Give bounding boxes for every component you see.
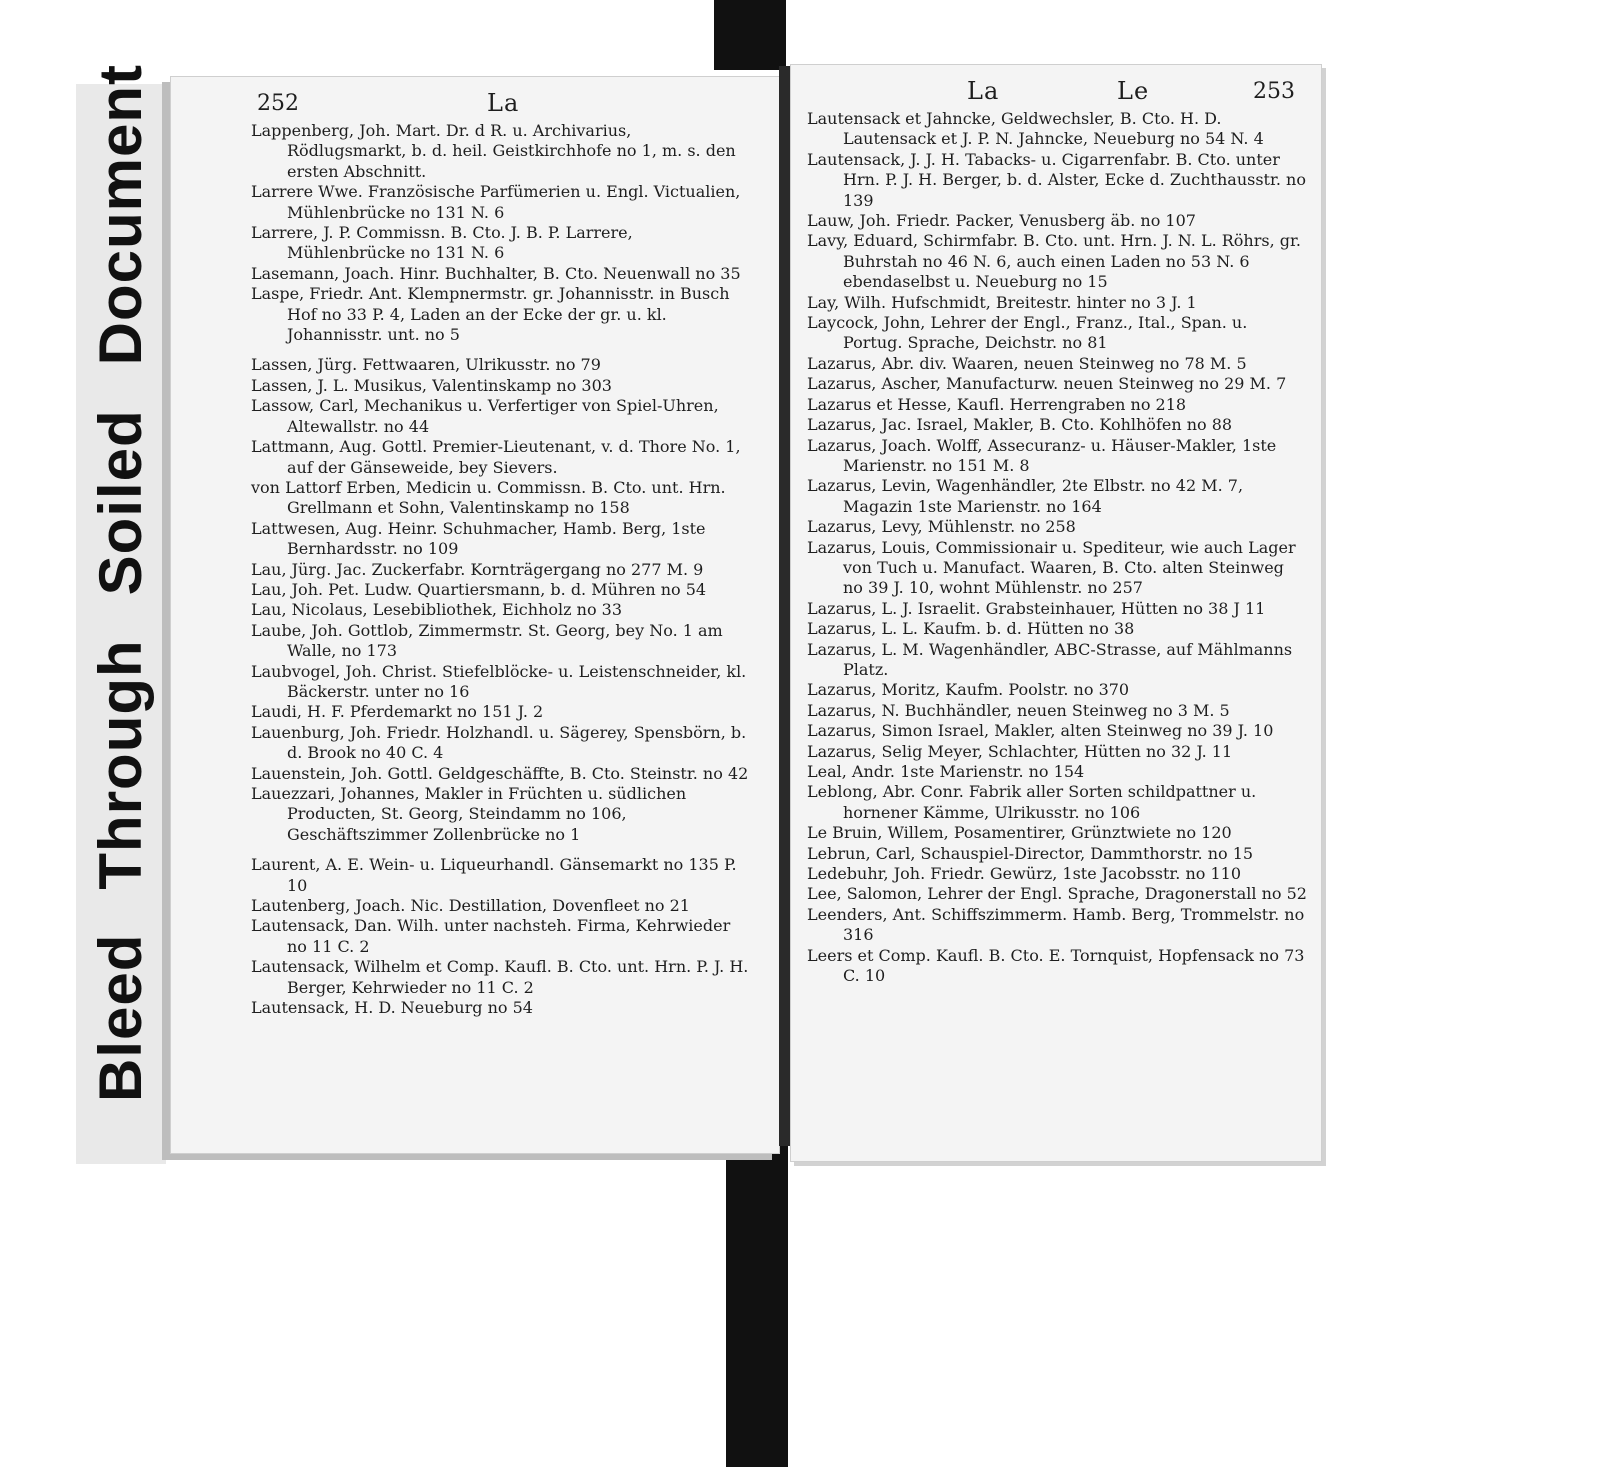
directory-entry: Lazarus, Louis, Commissionair u. Spediteur, wie auch Lager von Tuch u. Manufact. Waaren, B. Cto. alten Steinweg no 39 J. 10, wohnt Mühlenstr. no 257 [807,537,1296,598]
directory-entry: Lauenstein, Joh. Gottl. Geldgeschäffte, B. Cto. Steinstr. no 42 [251,763,749,783]
directory-entry: Lazarus, L. M. Wagenhändler, ABC-Strasse, auf Mählmanns Platz. [807,639,1293,679]
directory-entry: Lautensack, Wilhelm et Comp. Kaufl. B. Cto. unt. Hrn. P. J. H. Berger, Kehrwieder no 11 C. 2 [251,957,749,997]
directory-entry: Lasemann, Joach. Hinr. Buchhalter, B. Cto. Neuenwall no 35 [251,263,741,283]
directory-entry: Lazarus, Levy, Mühlenstr. no 258 [807,517,1076,537]
directory-entry: Larrere, J. P. Commissn. B. Cto. J. B. P. Larrere, Mühlenbrücke no 131 N. 6 [251,223,633,263]
side-label [76,63,166,1164]
running-head: La [487,89,520,117]
directory-entry: Laube, Joh. Gottlob, Zimmermstr. St. Georg, bey No. 1 am Walle, no 173 [251,620,723,661]
directory-entry: Laycock, John, Lehrer der Engl., Franz., Ital., Span. u. Portug. Sprache, Deichstr. no 81 [807,313,1248,353]
directory-entry: Leers et Comp. Kaufl. B. Cto. E. Tornquist, Hopfensack no 73 C. 10 [807,945,1305,986]
right-page [790,64,1322,1162]
directory-entry: Lappenberg, Joh. Mart. Dr. d R. u. Archivarius, Rödlugsmarkt, b. d. heil. Geistkirchhofe no 1, m. s. den ersten Abschnitt. [251,121,736,181]
directory-entry: von Lattorf Erben, Medicin u. Commissn. B. Cto. unt. Hrn. Grellmann et Sohn, Valentinskamp no 158 [251,477,726,518]
directory-entry: Lautensack, H. D. Neueburg no 54 [251,998,533,1018]
directory-entry: Laubvogel, Joh. Christ. Stiefelblöcke- u. Leistenschneider, kl. Bäckerstr. unter no 16 [251,661,747,701]
directory-entry: Leblong, Abr. Conr. Fabrik aller Sorten schildpattner u. hornener Kämme, Ulrikusstr. no 106 [807,782,1257,822]
directory-entry: Lautensack, J. J. H. Tabacks- u. Cigarrenfabr. B. Cto. unter Hrn. P. J. H. Berger, b. d. Alster, Ecke d. Zuchthausstr. no 139 [807,149,1306,210]
directory-entry: Lattwesen, Aug. Heinr. Schuhmacher, Hamb. Berg, 1ste Bernhardsstr. no 109 [251,518,706,559]
side-label-word: Bleed [87,933,154,1102]
side-label-word: Soiled [87,409,154,596]
directory-entry: Lautensack, Dan. Wilh. unter nachsteh. Firma, Kehrwieder no 11 C. 2 [251,916,731,956]
directory-entry: Lazarus, N. Buchhändler, neuen Steinweg no 3 M. 5 [807,700,1230,720]
entry-list [807,109,1307,986]
directory-entry: Lavy, Eduard, Schirmfabr. B. Cto. unt. Hrn. J. N. L. Röhrs, gr. Buhrstah no 46 N. 6, auch einen Laden no 53 N. 6 ebendaselbst u. Neueburg no 15 [807,231,1301,292]
directory-entry: Laspe, Friedr. Ant. Klempnermstr. gr. Johannisstr. in Busch Hof no 33 P. 4, Laden an der Ecke der gr. u. kl. Johannisstr. unt. no 5 [251,284,730,345]
directory-entry: Larrere Wwe. Französische Parfümerien u. Engl. Victualien, Mühlenbrücke no 131 N. 6 [251,182,741,222]
directory-entry: Lee, Salomon, Lehrer der Engl. Sprache, Dragonerstall no 52 [807,884,1307,904]
page-number: 253 [1253,79,1295,104]
running-head: Le [1117,77,1150,105]
directory-entry: Laudi, H. F. Pferdemarkt no 151 J. 2 [251,702,544,722]
directory-entry: Lazarus, Joach. Wolff, Assecuranz- u. Häuser-Makler, 1ste Marienstr. no 151 M. 8 [807,435,1277,475]
directory-entry: Lazarus, L. J. Israelit. Grabsteinhauer, Hütten no 38 J 11 [807,598,1266,618]
directory-entry: Lazarus, Selig Meyer, Schlachter, Hütten no 32 J. 11 [807,741,1233,761]
directory-entry: Lauezzari, Johannes, Makler in Früchten u. südlichen Producten, St. Georg, Steindamm no 106, Geschäftszimmer Zollenbrücke no 1 [251,784,687,844]
directory-entry: Lau, Joh. Pet. Ludw. Quartiersmann, b. d. Mühren no 54 [251,579,707,599]
directory-entry: Lauw, Joh. Friedr. Packer, Venusberg äb. no 107 [807,211,1196,231]
directory-entry: Lazarus et Hesse, Kaufl. Herrengraben no 218 [807,394,1187,414]
directory-entry: Ledebuhr, Joh. Friedr. Gewürz, 1ste Jacobsstr. no 110 [807,864,1242,884]
directory-entry: Lazarus, L. L. Kaufm. b. d. Hütten no 38 [807,619,1135,639]
directory-entry: Lassen, J. L. Musikus, Valentinskamp no 303 [251,375,612,395]
binding-strip-top [714,0,786,70]
directory-entry: Lau, Nicolaus, Lesebibliothek, Eichholz no 33 [251,600,623,620]
directory-entry: Leal, Andr. 1ste Marienstr. no 154 [807,762,1085,781]
left-page [170,76,780,1154]
directory-entry: Lay, Wilh. Hufschmidt, Breitestr. hinter no 3 J. 1 [807,292,1197,312]
directory-entry: Le Bruin, Willem, Posamentirer, Grünztwiete no 120 [807,823,1232,843]
directory-entry: Lazarus, Simon Israel, Makler, alten Steinweg no 39 J. 10 [807,721,1274,741]
directory-entry: Laurent, A. E. Wein- u. Liqueurhandl. Gänsemarkt no 135 P. 10 [251,855,737,895]
directory-entry: Lazarus, Moritz, Kaufm. Poolstr. no 370 [807,680,1130,700]
directory-entry: Lazarus, Jac. Israel, Makler, B. Cto. Kohlhöfen no 88 [807,415,1233,435]
directory-entry: Lattmann, Aug. Gottl. Premier-Lieutenant, v. d. Thore No. 1, auf der Gänseweide, bey Sievers. [251,437,741,477]
directory-entry: Lazarus, Levin, Wagenhändler, 2te Elbstr. no 42 M. 7, Magazin 1ste Marienstr. no 164 [807,476,1244,516]
side-label-word: Document [87,63,154,366]
page-number: 252 [257,91,299,116]
directory-entry: Leenders, Ant. Schiffszimmerm. Hamb. Berg, Trommelstr. no 316 [807,904,1305,945]
directory-entry: Lazarus, Ascher, Manufacturw. neuen Steinweg no 29 M. 7 [807,374,1287,394]
directory-entry: Lautensack et Jahncke, Geldwechsler, B. Cto. H. D. Lautensack et J. P. N. Jahncke, Neueburg no 54 N. 4 [807,109,1264,149]
directory-entry: Lazarus, Abr. div. Waaren, neuen Steinweg no 78 M. 5 [807,353,1247,373]
side-label-text [71,63,171,1124]
directory-entry: Lauenburg, Joh. Friedr. Holzhandl. u. Sägerey, Spensbörn, b. d. Brook no 40 C. 4 [251,722,747,763]
side-label-word: Through [87,639,154,890]
directory-entry: Lebrun, Carl, Schauspiel-Director, Dammthorstr. no 15 [807,843,1254,863]
directory-entry: Lautenberg, Joach. Nic. Destillation, Dovenfleet no 21 [251,896,690,916]
entry-list [251,121,755,1018]
directory-entry: Lassen, Jürg. Fettwaaren, Ulrikusstr. no 79 [251,355,601,375]
directory-entry: Lau, Jürg. Jac. Zuckerfabr. Kornträgergang no 277 M. 9 [251,559,704,579]
running-head: La [967,77,1000,105]
binding-strip-bottom [726,1142,788,1467]
directory-entry: Lassow, Carl, Mechanikus u. Verfertiger von Spiel-Uhren, Altewallstr. no 44 [251,396,719,436]
